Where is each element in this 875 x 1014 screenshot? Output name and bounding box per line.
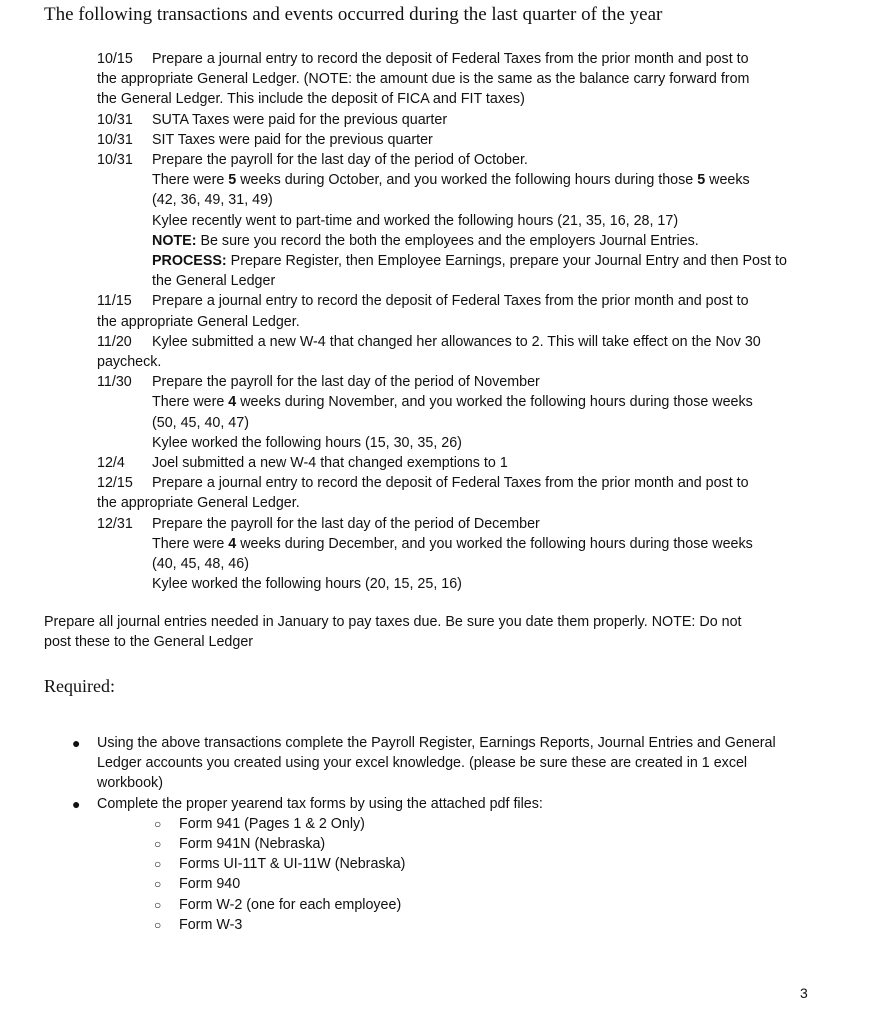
transaction-text: the General Ledger. This include the deposit of FICA and FIT taxes) <box>97 91 525 108</box>
transaction-text: Prepare a journal entry to record the deposit of Federal Taxes from the prior month and post to <box>152 293 749 310</box>
process-line <box>97 251 817 271</box>
circle-bullet-icon: ○ <box>154 877 162 892</box>
transaction-item <box>97 372 817 453</box>
required-item <box>70 733 815 794</box>
hours-line: (42, 36, 49, 31, 49) <box>152 192 273 209</box>
transaction-date: 12/15 <box>97 475 133 492</box>
forms-list <box>97 814 815 935</box>
bullet-icon: ● <box>72 795 81 812</box>
text-segment: weeks during November, and you worked the following hours during those weeks <box>236 394 753 411</box>
kylee-hours-line: Kylee worked the following hours (15, 30, 35, 26) <box>152 434 462 451</box>
transaction-text: Kylee submitted a new W-4 that changed her allowances to 2. This will take effect on the Nov 30 <box>152 333 761 350</box>
form-name: Form W-3 <box>179 916 243 933</box>
kylee-hours-line: Kylee worked the following hours (20, 15, 25, 16) <box>152 576 462 593</box>
form-item <box>152 895 815 915</box>
transaction-text: the appropriate General Ledger. <box>97 495 300 512</box>
weeks-count: 4 <box>228 394 237 411</box>
transaction-date: 10/15 <box>97 51 133 67</box>
transaction-item <box>97 49 817 110</box>
transaction-item <box>97 130 817 150</box>
circle-bullet-icon: ○ <box>154 897 162 912</box>
text-segment: There were <box>152 394 229 411</box>
text-segment: There were <box>152 535 229 552</box>
note-label: NOTE: <box>152 232 197 249</box>
circle-bullet-icon: ○ <box>154 857 162 872</box>
required-text: Complete the proper yearend tax forms by using the attached pdf files: <box>97 795 543 812</box>
transaction-date: 12/4 <box>97 455 125 472</box>
weeks-count: 5 <box>228 172 237 189</box>
form-item <box>152 834 815 854</box>
transaction-item <box>97 110 817 130</box>
transaction-text: the appropriate General Ledger. <box>97 313 300 330</box>
january-note-line: post these to the General Ledger <box>44 634 254 651</box>
page-number: 3 <box>800 985 808 1001</box>
transaction-text: Prepare the payroll for the last day of the period of November <box>152 374 540 391</box>
required-list <box>70 733 815 935</box>
circle-bullet-icon: ○ <box>154 816 162 831</box>
transaction-item <box>97 514 817 595</box>
page-title: The following transactions and events occurred during the last quarter of the year <box>44 4 663 25</box>
text-segment: weeks <box>705 172 750 189</box>
form-item <box>152 874 815 894</box>
transaction-text: the appropriate General Ledger. (NOTE: the amount due is the same as the balance carry forward from <box>97 71 750 88</box>
transaction-text: Prepare the payroll for the last day of the period of October. <box>152 152 528 169</box>
form-item <box>152 814 815 834</box>
weeks-line <box>97 534 817 554</box>
text-segment: weeks during December, and you worked the following hours during those weeks <box>236 535 753 552</box>
transaction-text: Prepare a journal entry to record the deposit of Federal Taxes from the prior month and post to <box>152 475 749 492</box>
january-note-line: Prepare all journal entries needed in January to pay taxes due. Be sure you date them properly. NOTE: Do not <box>44 614 742 630</box>
process-label: PROCESS: <box>152 253 227 270</box>
transaction-date: 11/30 <box>97 374 132 391</box>
required-text: Ledger accounts you created using your excel knowledge. (please be sure these are created in 1 excel <box>97 755 748 772</box>
bullet-icon: ● <box>72 735 81 751</box>
required-text: Using the above transactions complete the Payroll Register, Earnings Reports, Journal Entries and General <box>97 735 776 751</box>
text-segment: There were <box>152 172 229 189</box>
required-text: workbook) <box>97 775 163 792</box>
form-name: Form 940 <box>179 876 241 893</box>
hours-line: (40, 45, 48, 46) <box>152 556 249 573</box>
circle-bullet-icon: ○ <box>154 917 162 932</box>
text-segment: weeks during October, and you worked the following hours during those <box>236 172 698 189</box>
transaction-text: SUTA Taxes were paid for the previous quarter <box>152 111 448 128</box>
weeks-line <box>97 392 817 412</box>
transaction-date: 10/31 <box>97 131 133 148</box>
kylee-hours-line: Kylee recently went to part-time and worked the following hours (21, 35, 16, 28, 17) <box>152 212 679 229</box>
process-line-cont: the General Ledger <box>152 273 276 290</box>
transaction-date: 10/31 <box>97 111 133 128</box>
transaction-item <box>97 453 817 473</box>
transaction-item <box>97 291 817 331</box>
transaction-text: SIT Taxes were paid for the previous quarter <box>152 131 433 148</box>
form-name: Form 941 (Pages 1 & 2 Only) <box>179 815 365 832</box>
transaction-date: 11/15 <box>97 293 132 310</box>
required-heading: Required: <box>44 676 115 696</box>
january-note <box>44 612 804 652</box>
transaction-text: paycheck. <box>97 354 162 371</box>
transaction-item <box>97 332 817 372</box>
required-item <box>70 794 815 935</box>
transaction-item <box>97 150 817 291</box>
process-text: Prepare Register, then Employee Earnings, prepare your Journal Entry and then Post to <box>226 253 787 270</box>
transaction-item <box>97 473 817 513</box>
transaction-date: 12/31 <box>97 515 133 532</box>
weeks-count: 5 <box>697 172 706 189</box>
form-name: Form W-2 (one for each employee) <box>179 896 402 913</box>
weeks-line <box>97 170 817 190</box>
hours-line: (50, 45, 40, 47) <box>152 414 249 431</box>
note-text: Be sure you record the both the employees and the employers Journal Entries. <box>196 232 699 249</box>
transaction-date: 11/20 <box>97 333 132 350</box>
weeks-count: 4 <box>228 535 237 552</box>
transaction-date: 10/31 <box>97 152 133 169</box>
transaction-text: Prepare the payroll for the last day of the period of December <box>152 515 540 532</box>
circle-bullet-icon: ○ <box>154 837 162 852</box>
transaction-text: Joel submitted a new W-4 that changed exemptions to 1 <box>152 455 508 472</box>
form-item <box>152 915 815 935</box>
transaction-list <box>97 49 817 594</box>
form-item <box>152 854 815 874</box>
note-line <box>97 231 817 251</box>
transaction-text: Prepare a journal entry to record the deposit of Federal Taxes from the prior month and post to <box>152 51 749 67</box>
form-name: Forms UI-11T & UI-11W (Nebraska) <box>179 856 406 873</box>
form-name: Form 941N (Nebraska) <box>179 836 326 853</box>
